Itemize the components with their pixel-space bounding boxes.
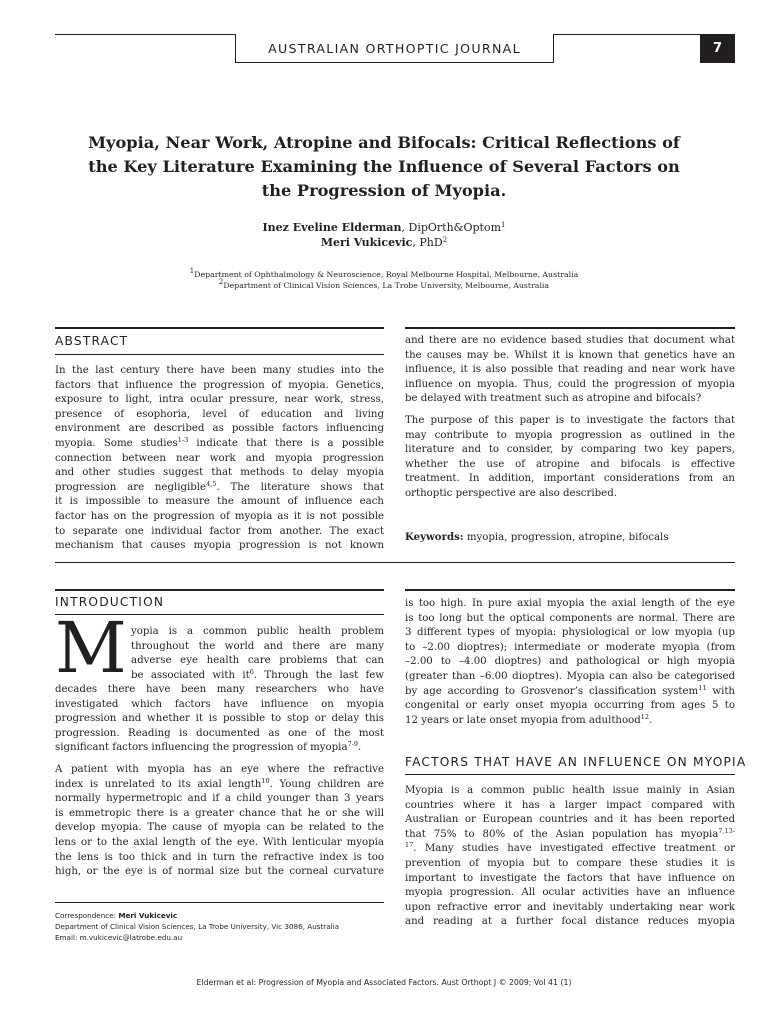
citation-superscript: 17 xyxy=(405,841,414,850)
page-footer: Elderman et al: Progression of Myopia and Associated Factors. Aust Orthopt J © 2009; Vol 41 (1) xyxy=(196,978,572,987)
citation-superscript: 7,13- xyxy=(718,826,735,835)
text-line: to separate one individual factor from another. The exact xyxy=(55,525,384,537)
affiliation xyxy=(60,267,708,279)
drop-cap: M xyxy=(55,607,127,689)
text-line: normally hypermetropic and if a child younger than 3 years xyxy=(55,793,384,805)
text-line: yopia is a common public health problem xyxy=(131,626,384,637)
text-line: 12 years or late onset myopia from adulthood$^{12}$. xyxy=(405,712,653,726)
text-line: the causes may be. Whilst it is known that genetics have an xyxy=(405,349,735,361)
abstract-top-rule xyxy=(405,327,735,329)
citation-superscript: 11 xyxy=(698,683,707,692)
journal-name-box xyxy=(235,34,554,63)
affiliation-mark: 1 xyxy=(189,267,195,275)
introduction-paragraph xyxy=(55,763,384,880)
affiliation-text: Department of Ophthalmology & Neuroscience, Royal Melbourne Hospital, Melbourne, Australia xyxy=(194,270,579,279)
text-line: factor has on the progression of myopia as it is not possible xyxy=(55,510,384,522)
journal-name: AUSTRALIAN ORTHOPTIC JOURNAL xyxy=(268,40,521,56)
text-line: important to investigate the factors that have influence on xyxy=(405,872,735,884)
text-line: the lens is too thick and in turn the refractive index is too xyxy=(55,851,384,863)
affiliation xyxy=(60,278,708,290)
text-line: be delayed with treatment such as atropine and bifocals? xyxy=(405,393,702,405)
correspondence-line xyxy=(55,910,339,921)
text-line: by age according to Grosvenor’s classification system$^{11}$ with xyxy=(405,683,735,697)
section-top-rule xyxy=(405,589,735,591)
page-number: 7 xyxy=(700,34,735,63)
text-line: is too long but the optical components are normal. There are xyxy=(405,612,735,624)
keywords xyxy=(405,530,735,546)
correspondence-label: Correspondence: xyxy=(55,911,117,920)
text-line: decades there have been many researchers who have xyxy=(55,684,384,695)
text-line: is emmetropic there is a greater chance that he or she will xyxy=(55,807,384,819)
text-line: whether the use of atropine and bifocals is effective xyxy=(405,458,735,470)
citation-superscript: 10 xyxy=(261,776,270,785)
text-line: connection between near work and myopia progression xyxy=(55,452,384,464)
text-line: myopia progression. All ocular activities have an influence xyxy=(405,887,735,899)
text-line: and reading at a further focal distance reduces myopia xyxy=(405,916,735,928)
text-line: $^{17}$. Many studies have investigated effective treatment or xyxy=(405,841,735,855)
text-line: to –2.00 dioptres); intermediate or moderate myopia (from xyxy=(405,641,735,653)
text-line: it is impossible to measure the amount of influence each xyxy=(55,496,384,508)
text-line: environment are described as possible factors influencing xyxy=(55,423,384,435)
correspondence-email: Email: m.vukicevic@latrobe.edu.au xyxy=(55,933,183,942)
text-line: prevention of myopia but to compare these studies it is xyxy=(405,857,735,869)
author-line xyxy=(60,221,708,234)
title-line: Myopia, Near Work, Atropine and Bifocals: Critical Reflections of xyxy=(88,133,680,152)
author-line xyxy=(60,236,708,249)
correspondence-name: Meri Vukicevic xyxy=(118,911,178,920)
text-line: significant factors influencing the progression of myopia$^{7-9}$. xyxy=(55,740,362,754)
citation-superscript: 12 xyxy=(640,712,650,721)
dropcap-text xyxy=(131,625,384,683)
citation-superscript: 7-9 xyxy=(347,740,358,749)
text-line: mechanism that causes myopia progression is not known xyxy=(55,540,384,552)
abstract-right-column xyxy=(405,334,735,509)
text-line: index is unrelated to its axial length$^{10}$. Young children are xyxy=(55,776,384,790)
abstract-top-rule xyxy=(55,327,384,329)
author-affiliation-mark: 1 xyxy=(501,221,506,229)
abstract-paragraph xyxy=(405,334,735,407)
correspondence-address: Department of Clinical Vision Sciences, La Trobe University, Vic 3086, Australia xyxy=(55,922,340,931)
text-line: treatment. In addition, important considerations from an xyxy=(405,473,735,485)
abstract-paragraph xyxy=(405,414,735,502)
title-line: the Progression of Myopia. xyxy=(261,181,507,200)
correspondence-rule xyxy=(55,902,384,903)
text-line: high, or the eye is of normal size but the corneal curvature xyxy=(55,866,384,878)
abstract-left-column xyxy=(55,364,384,554)
text-line: and there are no evidence based studies that document what xyxy=(405,335,735,346)
text-line: myopia. Some studies$^{1-3}$ indicate that there is a possible xyxy=(55,435,384,449)
text-line: investigated which factors have influence on myopia xyxy=(55,698,384,710)
factors-column xyxy=(405,784,735,930)
section-top-rule xyxy=(55,589,384,591)
text-line: orthoptic perspective are also described. xyxy=(405,487,617,499)
text-line: literature and to consider, by comparing two key papers, xyxy=(405,444,735,456)
text-line: The purpose of this paper is to investigate the factors that xyxy=(405,414,735,426)
text-line: develop myopia. The cause of myopia can be related to the xyxy=(55,822,384,834)
citation-superscript: 1-3 xyxy=(177,435,189,444)
citation-superscript: 4,5 xyxy=(206,479,217,488)
abstract-heading-rule xyxy=(55,354,384,355)
author-credentials: , PhD xyxy=(412,236,443,249)
citation-superscript: 6 xyxy=(249,667,254,676)
text-line: and other studies suggest that methods to delay myopia xyxy=(55,467,384,479)
author-credentials: , DipOrth&Optom xyxy=(401,221,501,234)
factors-heading-rule xyxy=(405,774,735,775)
affiliation-mark: 2 xyxy=(218,278,224,286)
text-line: Australian or European countries and it has been reported xyxy=(405,814,735,826)
text-line: progression and whether it is possible to stop or delay this xyxy=(55,713,384,725)
text-line: lens or to the axial length of the eye. With lenticular myopia xyxy=(55,836,384,848)
text-line: exposure to light, intra ocular pressure, near work, stress, xyxy=(55,394,384,406)
text-line: progression. Reading is documented as one of the most xyxy=(55,727,384,739)
text-line: countries where it has a larger impact compared with xyxy=(405,799,735,811)
text-line: may contribute to myopia progression as outlined in the xyxy=(405,429,735,441)
text-line: upon refractive error and inevitably undertaking near work xyxy=(405,901,735,913)
article-title xyxy=(60,131,708,203)
author-name: Inez Eveline Elderman xyxy=(262,221,402,234)
text-line: A patient with myopia has an eye where the refractive xyxy=(55,764,384,775)
text-line: congenital or early onset myopia occurring from ages 5 to xyxy=(405,700,735,712)
introduction-paragraph xyxy=(55,683,384,756)
introduction-heading: INTRODUCTION xyxy=(55,595,165,609)
text-line: –2.00 to –4.00 dioptres) and pathological or high myopia xyxy=(405,656,735,668)
abstract-heading: ABSTRACT xyxy=(55,334,129,348)
text-line: adverse eye health care problems that can xyxy=(131,655,384,667)
text-line: throughout the world and there are many xyxy=(131,640,384,652)
author-name: Meri Vukicevic xyxy=(320,236,413,249)
text-line: influence, it is also possible that reading and near work have xyxy=(405,364,735,376)
text-line: influence on myopia. Thus, could the progression of myopia xyxy=(405,378,735,390)
introduction-right-column xyxy=(405,597,735,728)
text-line: (greater than –6.00 dioptres). Myopia can also be categorised xyxy=(405,670,735,682)
author-affiliation-mark: 2 xyxy=(442,236,448,244)
text-line: that 75% to 80% of the Asian population has myopia$^{7,13-}$ xyxy=(405,826,735,840)
text-line: progression are negligible$^{4,5}$. The literature shows that xyxy=(55,479,384,493)
text-line: 3 different types of myopia: physiological or low myopia (up xyxy=(405,627,735,639)
correspondence xyxy=(55,910,339,943)
abstract-bottom-rule xyxy=(55,562,735,563)
keywords-label: Keywords: xyxy=(405,531,464,543)
factors-heading: FACTORS THAT HAVE AN INFLUENCE ON MYOPIA xyxy=(405,755,747,769)
text-line: be associated with $it^6$. Through the last few xyxy=(131,667,384,681)
affiliation-text: Department of Clinical Vision Sciences, La Trobe University, Melbourne, Australia xyxy=(223,281,550,290)
text-line: factors that influence the progression of myopia. Genetics, xyxy=(55,379,384,391)
text-line: In the last century there have been many studies into the xyxy=(55,365,384,376)
title-line: the Key Literature Examining the Influence of Several Factors on xyxy=(88,157,680,176)
text-line: presence of esophoria, level of education and living xyxy=(55,408,384,420)
text-line: is too high. In pure axial myopia the axial length of the eye xyxy=(405,598,735,609)
text-line: Myopia is a common public health issue mainly in Asian xyxy=(405,785,735,796)
keywords-list: myopia, progression, atropine, bifocals xyxy=(466,532,669,543)
